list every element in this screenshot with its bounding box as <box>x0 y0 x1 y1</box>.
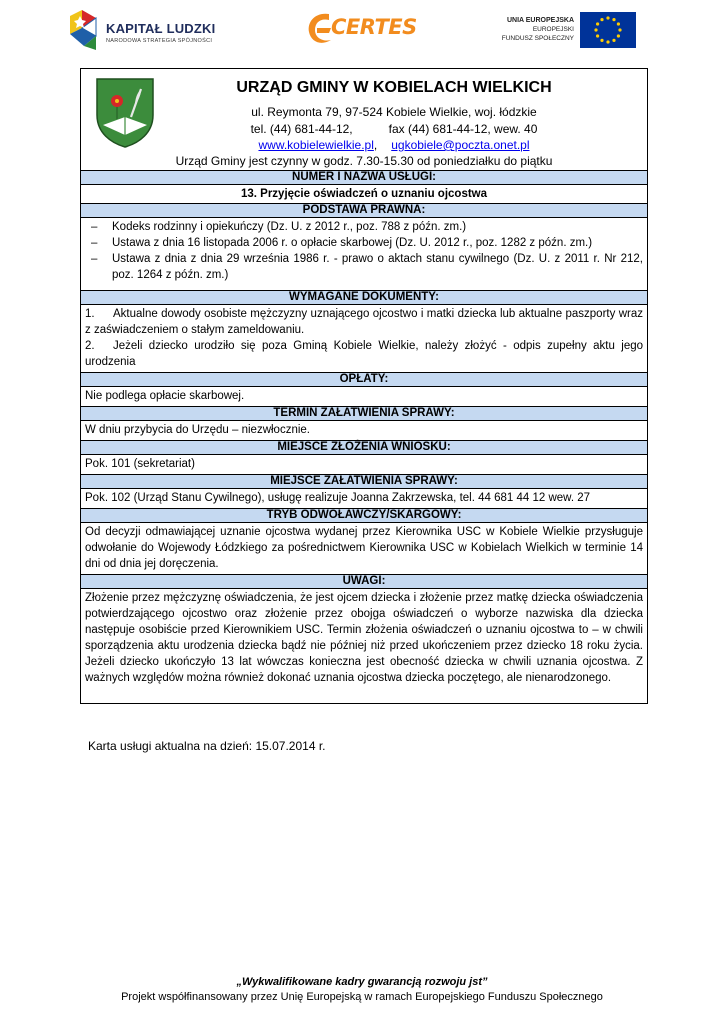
notes-value: Złożenie przez mężczyznę oświadczenia, że jest ojcem dziecka i złożenie przez matkę dziecka oświadczenia potwierdzającego ojcostwo oraz złożenie przez obojga oświadczeń o wyborze nazwiska dla dziecka następuje osobiście przed Kierownikiem USC. Termin złożenia oświadczeń o uznaniu ojcostwa to – w chwili sporządzenia aktu urodzenia dziecka bądź nie później niż przed ukończeniem przez dziecko 18 roku życia. Jeżeli dziecko ukończyło 13 lat wówczas konieczna jest obecność dziecka w chwili uznania ojcostwa. Z ważnych względów można również dokonać uznania ojcostwa dziecka poczętego, ale nienarodzonego. <box>85 592 643 684</box>
deadline-heading: TERMIN ZAŁATWIENIA SPRAWY: <box>81 406 647 421</box>
legal-basis-text: Kodeks rodzinny i opiekuńczy (Dz. U. z 2012 r., poz. 788 z późn. zm.) <box>112 221 467 233</box>
office-address: ul. Reymonta 79, 97-524 Kobiele Wielkie, woj. łódzkie <box>251 105 537 119</box>
office-hours: Urząd Gminy jest czynny w godz. 7.30-15.30 od poniedziałku do piątku <box>175 154 553 168</box>
certes-wordmark: CERTES <box>331 15 417 39</box>
kapital-ludzki-subtitle: NARODOWA STRATEGIA SPÓJNOŚCI <box>106 38 213 44</box>
kapital-ludzki-logo <box>66 6 236 54</box>
handling-place-value: Pok. 102 (Urząd Stanu Cywilnego), usługę realizuje Joanna Zakrzewska, tel. 44 681 44 12 wew. 27 <box>85 492 591 504</box>
eu-line-1: UNIA EUROPEJSKA <box>506 17 574 24</box>
links-separator: , <box>373 138 378 152</box>
office-fax: fax (44) 681-44-12, wew. 40 <box>388 122 538 136</box>
legal-basis-list <box>81 219 647 283</box>
eu-line-2: EUROPEJSKI <box>532 26 574 33</box>
email-link[interactable]: ugkobiele@poczta.onet.pl <box>391 138 530 152</box>
dash-bullet-icon: – <box>91 237 98 249</box>
office-phone-line <box>81 122 647 136</box>
kapital-ludzki-title: KAPITAŁ LUDZKI <box>106 21 216 36</box>
document-item <box>85 306 643 338</box>
legal-basis-heading: PODSTAWA PRAWNA: <box>81 203 647 218</box>
office-header <box>81 69 647 171</box>
logo-bar <box>0 0 724 60</box>
legal-basis-item <box>85 219 643 235</box>
document-text: Jeżeli dziecko urodziło się poza Gminą Kobiele Wielkie, należy złożyć - odpis zupełny aktu jego urodzenia <box>85 340 643 368</box>
required-documents-heading: WYMAGANE DOKUMENTY: <box>81 290 647 305</box>
submission-place-heading: MIEJSCE ZŁOŻENIA WNIOSKU: <box>81 440 647 455</box>
submission-place-value: Pok. 101 (sekretariat) <box>85 458 195 470</box>
document-text: Aktualne dowody osobiste mężczyzny uznającego ojcostwo i matki dziecka lub aktualne paszporty wraz z zaświadczeniem o stałym zameldowaniu. <box>85 308 643 336</box>
appeal-heading: TRYB ODWOŁAWCZY/SKARGOWY: <box>81 508 647 523</box>
document-number: 2. <box>85 340 95 352</box>
fees-value: Nie podlega opłacie skarbowej. <box>85 390 245 402</box>
eu-line-3: FUNDUSZ SPOŁECZNY <box>501 35 574 42</box>
fees-heading: OPŁATY: <box>81 372 647 387</box>
service-name-heading: NUMER I NAZWA USŁUGI: <box>81 170 647 185</box>
legal-basis-item <box>85 235 643 251</box>
service-name-value: 13. Przyjęcie oświadczeń o uznaniu ojcostwa <box>240 188 488 200</box>
eu-flag-icon <box>580 12 636 48</box>
service-card <box>80 68 648 704</box>
website-link[interactable]: www.kobielewielkie.pl <box>258 138 374 152</box>
legal-basis-item <box>85 251 643 283</box>
legal-basis-text: Ustawa z dnia z dnia 29 września 1986 r. - prawo o aktach stanu cywilnego (Dz. U. z 2011 r. Nr 212, poz. 1264 z późn. zm.) <box>112 253 643 281</box>
deadline-value: W dniu przybycia do Urzędu – niezwłocznie. <box>85 424 310 436</box>
legal-basis-text: Ustawa z dnia 16 listopada 2006 r. o opłacie skarbowej (Dz. U. 2012 r., poz. 1282 z późn. zm.) <box>112 237 593 249</box>
eu-logo <box>496 12 636 52</box>
document-number: 1. <box>85 308 95 320</box>
office-links <box>81 138 647 152</box>
office-title: URZĄD GMINY W KOBIELACH WIELKICH <box>236 79 552 96</box>
card-date: Karta usługi aktualna na dzień: 15.07.2014 r. <box>88 739 326 753</box>
required-documents-list <box>81 306 647 370</box>
footer-cofinance: Projekt współfinansowany przez Unię Europejską w ramach Europejskiego Funduszu Społecznego <box>121 991 603 1003</box>
appeal-value: Od decyzji odmawiającej uznanie ojcostwa wydanej przez Kierownika USC w Kobiele Wielkie przysługuje odwołanie do Wojewody Łódzkiego za pośrednictwem Kierownika USC w Kobielach Wielkich w terminie 14 dni od dnia jej doręczenia. <box>85 526 643 570</box>
footer-slogan: „Wykwalifikowane kadry gwarancją rozwoju jst” <box>236 976 488 988</box>
handling-place-heading: MIEJSCE ZAŁATWIENIA SPRAWY: <box>81 474 647 489</box>
notes-heading: UWAGI: <box>81 574 647 589</box>
kapital-ludzki-emblem-icon <box>66 6 102 54</box>
office-phone: tel. (44) 681-44-12, <box>250 122 353 136</box>
certes-logo <box>305 8 417 50</box>
eu-logo-text <box>502 16 574 43</box>
dash-bullet-icon: – <box>91 253 98 265</box>
document-item <box>85 338 643 370</box>
dash-bullet-icon: – <box>91 221 98 233</box>
